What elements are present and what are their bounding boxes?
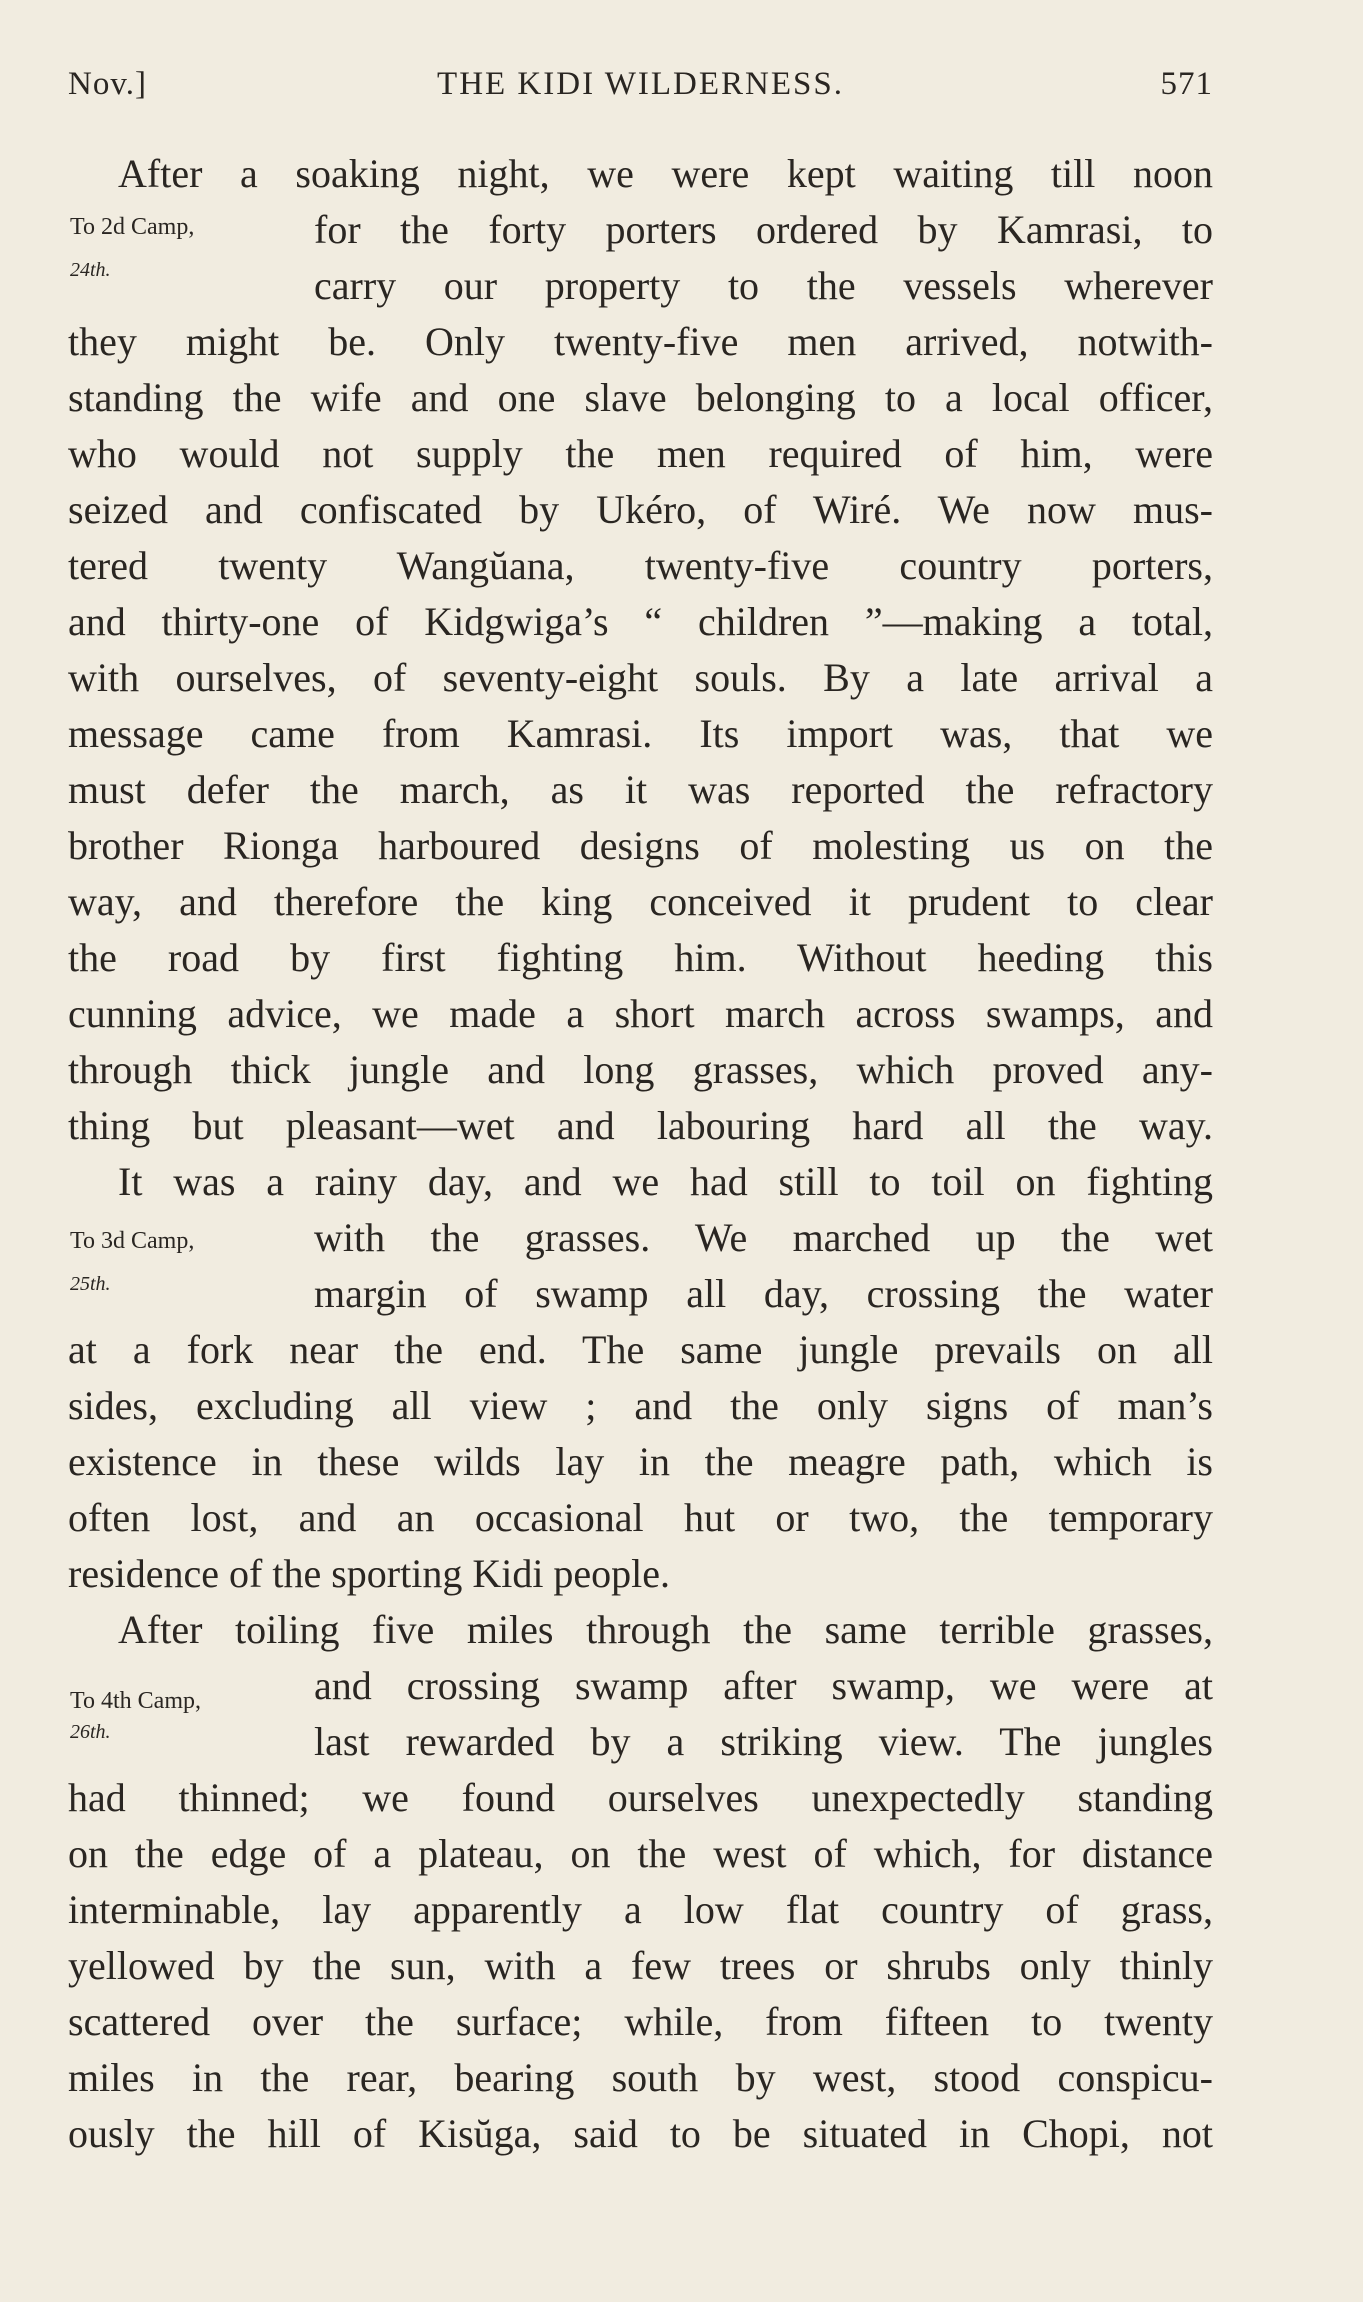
text-line: interminable, lay apparently a low flat country of grass,: [68, 1887, 1213, 1932]
page-number: 571: [1160, 66, 1213, 102]
text-line: yellowed by the sun, with a few trees or shrubs only thinly: [68, 1943, 1213, 1988]
text-line: for the forty porters ordered by Kamrasi, to: [314, 207, 1213, 252]
text-line: with the grasses. We marched up the wet: [314, 1215, 1213, 1260]
text-line: residence of the sporting Kidi people.: [68, 1551, 671, 1596]
text-line: who would not supply the men required of him, were: [68, 431, 1213, 476]
text-line: way, and therefore the king conceived it prudent to clear: [68, 879, 1213, 924]
text-line: they might be. Only twenty-five men arrived, notwith-: [68, 319, 1213, 364]
text-line: cunning advice, we made a short march across swamps, and: [68, 991, 1213, 1036]
text-line: brother Rionga harboured designs of molesting us on the: [68, 823, 1213, 868]
text-line: seized and confiscated by Ukéro, of Wiré. We now mus-: [68, 487, 1213, 532]
text-line: tered twenty Wangŭana, twenty-five country porters,: [68, 543, 1213, 588]
text-line: miles in the rear, bearing south by west, stood conspicu-: [68, 2055, 1213, 2100]
text-line: After a soaking night, we were kept waiting till noon: [118, 151, 1213, 196]
text-line: through thick jungle and long grasses, which proved any-: [68, 1047, 1213, 1092]
text-line: message came from Kamrasi. Its import was, that we: [68, 711, 1213, 756]
text-line: sides, excluding all view ; and the only signs of man’s: [68, 1383, 1213, 1428]
text-line: carry our property to the vessels wherever: [314, 263, 1213, 308]
margin-note-place: To 2d Camp,: [70, 214, 195, 240]
text-line: ously the hill of Kisŭga, said to be situated in Chopi, not: [68, 2111, 1213, 2156]
chapter-title: THE KIDI WILDERNESS.: [437, 66, 844, 102]
text-line: and thirty-one of Kidgwiga’s “ children ”—making a total,: [68, 599, 1213, 644]
text-line: margin of swamp all day, crossing the water: [314, 1271, 1213, 1316]
running-head-month: Nov.]: [68, 66, 147, 102]
text-line: and crossing swamp after swamp, we were at: [314, 1663, 1213, 1708]
text-line: last rewarded by a striking view. The jungles: [314, 1719, 1213, 1764]
text-line: had thinned; we found ourselves unexpectedly standing: [68, 1775, 1213, 1820]
margin-note-place: To 3d Camp,: [70, 1228, 195, 1254]
text-line: with ourselves, of seventy-eight souls. By a late arrival a: [68, 655, 1213, 700]
margin-note-date: 25th.: [70, 1273, 111, 1295]
text-line: on the edge of a plateau, on the west of which, for distance: [68, 1831, 1213, 1876]
running-head: [68, 62, 1213, 106]
text-line: scattered over the surface; while, from fifteen to twenty: [68, 1999, 1213, 2044]
margin-note-date: 26th.: [70, 1721, 111, 1743]
text-line: existence in these wilds lay in the meagre path, which is: [68, 1439, 1213, 1484]
text-line: thing but pleasant—wet and labouring hard all the way.: [68, 1103, 1213, 1148]
text-line: often lost, and an occasional hut or two, the temporary: [68, 1495, 1213, 1540]
text-line: standing the wife and one slave belonging to a local officer,: [68, 375, 1213, 420]
text-line: After toiling five miles through the same terrible grasses,: [118, 1607, 1213, 1652]
text-line: at a fork near the end. The same jungle prevails on all: [68, 1327, 1213, 1372]
margin-note-place: To 4th Camp,: [70, 1688, 201, 1714]
text-line: the road by first fighting him. Without heeding this: [68, 935, 1213, 980]
margin-note-date: 24th.: [70, 259, 111, 281]
text-line: must defer the march, as it was reported the refractory: [68, 767, 1213, 812]
text-line: It was a rainy day, and we had still to toil on fighting: [118, 1159, 1213, 1204]
